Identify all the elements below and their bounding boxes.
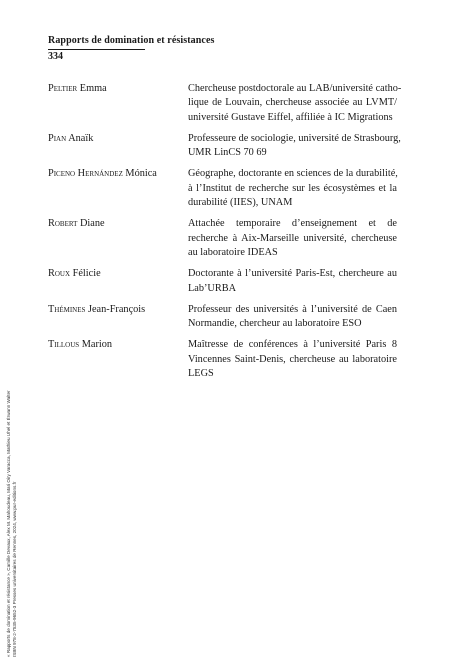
contributor-name — [48, 82, 188, 96]
affiliation-line: Attachée temporaire d’enseignement et de — [188, 218, 397, 230]
affiliation-line: durabilité (IIES), UNAM — [188, 197, 293, 209]
affiliation-line: Maîtresse de conférences à l’université Paris 8 — [188, 339, 397, 351]
contributor-affiliation — [188, 132, 401, 161]
contributor-affiliation — [188, 338, 397, 381]
contributor-given-name: Mónica — [125, 168, 157, 180]
contributor-name — [48, 217, 188, 231]
contributor-affiliation — [188, 82, 402, 125]
contributor-entry — [48, 338, 397, 381]
side-note-line: ISBN 978-2-7535-9652-3 Presses universitaires de Rennes, 2024, www.pur-editions.fr — [11, 481, 17, 657]
contributor-entry — [48, 303, 397, 332]
contributor-surname: Piceno Hernández — [48, 168, 123, 180]
contributor-affiliation — [188, 167, 397, 210]
contributor-given-name: Marion — [81, 339, 113, 351]
contributor-name — [48, 167, 188, 181]
affiliation-line: Professeur des universités à l’université de Caen — [188, 303, 397, 315]
contributor-given-name: Emma — [79, 83, 107, 94]
contributor-surname: Robert — [48, 218, 78, 230]
affiliation-line: Doctorante à l’université Paris-Est, chercheure au — [188, 268, 397, 280]
contributor-surname: Roux — [48, 268, 71, 280]
header-rule — [48, 49, 145, 50]
contributors-list — [48, 82, 402, 388]
contributor-surname: Peltier — [48, 83, 78, 94]
affiliation-line: LEGS — [188, 368, 214, 380]
affiliation-line: Chercheuse postdoctorale au LAB/université catho- — [188, 83, 402, 94]
affiliation-line: recherche à Aix-Marseille université, chercheuse — [188, 232, 397, 244]
contributor-name — [48, 267, 188, 281]
contributor-name — [48, 132, 188, 146]
affiliation-line: UMR LinCS 70 69 — [188, 147, 267, 159]
contributor-given-name: Diane — [79, 218, 105, 230]
copyright-side-note-text — [6, 302, 17, 657]
contributor-entry — [48, 267, 397, 296]
contributor-entry — [48, 217, 397, 260]
affiliation-line: Lab’URBA — [188, 282, 237, 294]
contributor-given-name: Jean-François — [87, 303, 146, 315]
affiliation-line: lique de Louvain, chercheuse associée au LVMT/ — [188, 97, 397, 109]
contributor-entry — [48, 167, 397, 210]
contributor-affiliation — [188, 303, 397, 332]
side-note-line: « Rapports de domination et résistance », Camille Devaux, Alex M. Mahoudeau, Mari Oiry Varacca, Mathieu Uhel et Érwann Walter — [6, 390, 11, 657]
contributor-surname: Tillous — [48, 339, 80, 351]
contributor-name — [48, 303, 188, 317]
affiliation-line: au laboratoire IDEAS — [188, 246, 278, 258]
affiliation-line: université Gustave Eiffel, affiliée à IC Migrations — [188, 111, 393, 123]
contributor-given-name: Félicie — [72, 268, 101, 280]
running-title: Rapports de domination et résistances — [48, 35, 215, 46]
copyright-side-note — [6, 302, 20, 657]
contributor-surname: Thémines — [48, 303, 86, 315]
affiliation-line: Professeure de sociologie, université de Strasbourg, — [188, 132, 401, 144]
contributor-affiliation — [188, 217, 397, 260]
contributor-entry — [48, 132, 401, 161]
page-number: 334 — [48, 51, 63, 62]
contributor-entry — [48, 82, 402, 125]
affiliation-line: Vincennes Saint-Denis, chercheuse au laboratoire — [188, 353, 397, 365]
affiliation-line: Normandie, chercheur au laboratoire ESO — [188, 318, 362, 330]
contributor-surname: Pian — [48, 132, 67, 144]
contributor-name — [48, 338, 188, 352]
affiliation-line: Géographe, doctorante en sciences de la durabilité, — [188, 168, 398, 180]
contributor-given-name: Anaïk — [68, 132, 94, 144]
affiliation-line: à l’Institut de recherche sur les écosystèmes et la — [188, 182, 397, 194]
contributor-affiliation — [188, 267, 397, 296]
